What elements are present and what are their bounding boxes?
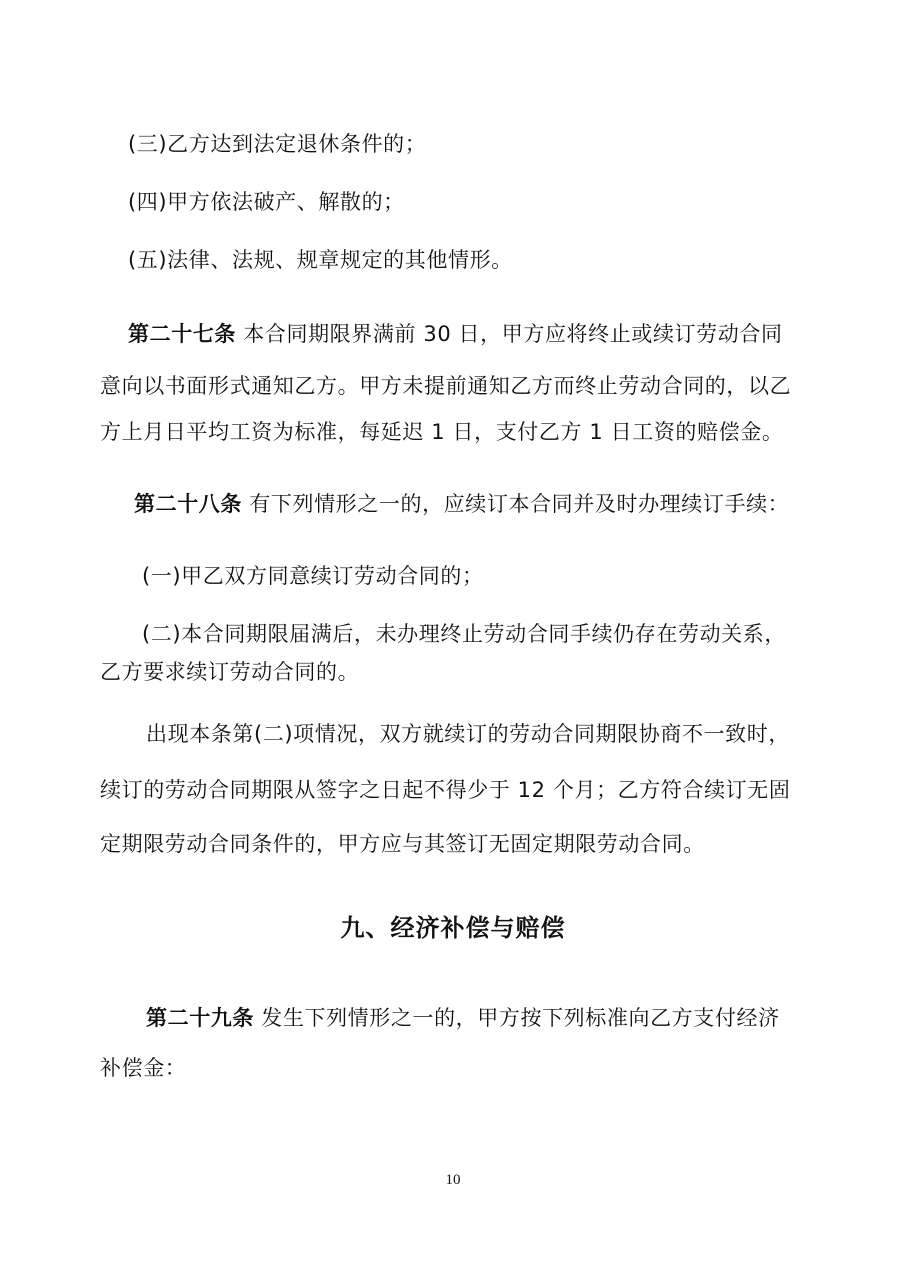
article-28-label: 第二十八条 [134, 492, 242, 516]
article-28-item-2-line-2: 乙方要求续订劳动合同的。 [100, 660, 360, 684]
article-28-para-line-2: 续订的劳动合同期限从签字之日起不得少于 12 个月；乙方符合续订无固 [100, 778, 791, 802]
item-four: (四)甲方依法破产、解散的； [128, 190, 405, 214]
article-28-text-1: 有下列情形之一的，应续订本合同并及时办理续订手续： [249, 492, 790, 516]
item-five: (五)法律、法规、规章规定的其他情形。 [128, 248, 513, 272]
article-27-line-2: 意向以书面形式通知乙方。甲方未提前通知乙方而终止劳动合同的，以乙 [100, 374, 792, 398]
article-29-label: 第二十九条 [146, 1006, 254, 1030]
article-29-text-1: 发生下列情形之一的，甲方按下列标准向乙方支付经济 [261, 1006, 780, 1030]
article-28-item-1: (一)甲乙双方同意续订劳动合同的； [142, 564, 484, 588]
article-27-label: 第二十七条 [128, 322, 236, 346]
section-heading: 九、经济补偿与赔偿 [340, 914, 566, 942]
article-28-para-line-1: 出现本条第(二)项情况，双方就续订的劳动合同期限协商不一致时， [146, 722, 790, 746]
article-27-text-1: 本合同期限界满前 30 日，甲方应将终止或续订劳动合同 [243, 322, 783, 346]
article-27-line-3: 方上月日平均工资为标准，每延迟 1 日，支付乙方 1 日工资的赔偿金。 [100, 420, 784, 444]
article-29-line-2: 补偿金： [100, 1056, 187, 1080]
article-28-item-2-line-1: (二)本合同期限届满后，未办理终止劳动合同手续仍存在劳动关系， [142, 622, 786, 646]
article-29-line-1 [146, 1004, 780, 1032]
article-27-line-1 [128, 320, 783, 348]
page-number: 10 [445, 1172, 461, 1188]
item-three: (三)乙方达到法定退休条件的； [128, 132, 427, 156]
article-28-line-1 [134, 490, 789, 518]
article-28-para-line-3: 定期限劳动合同条件的，甲方应与其签订无固定期限劳动合同。 [100, 832, 705, 856]
